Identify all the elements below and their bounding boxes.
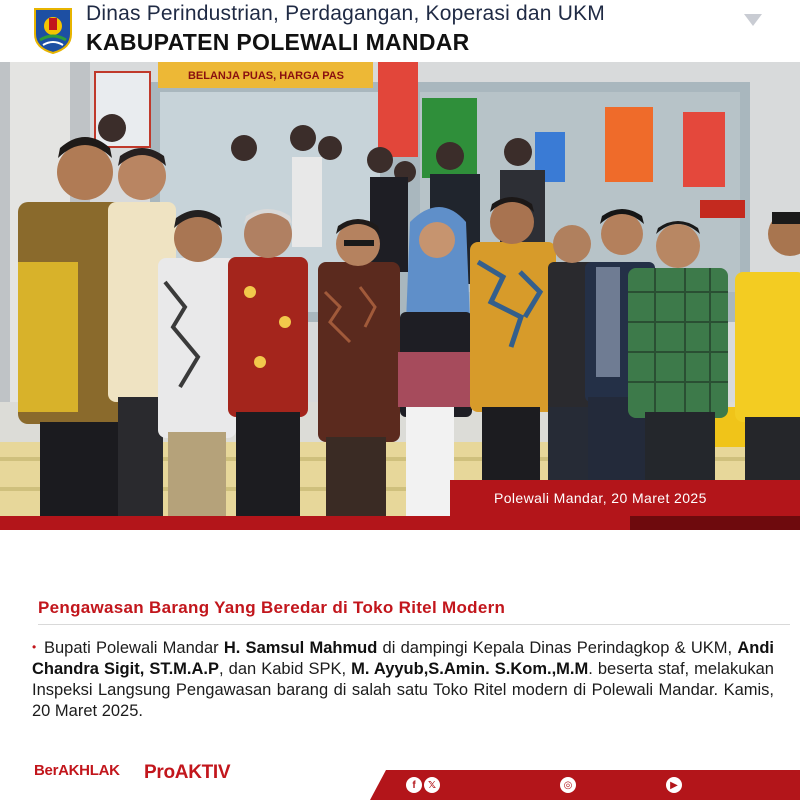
- regency-name: KABUPATEN POLEWALI MANDAR: [86, 29, 470, 55]
- kabid-name: M. Ayyub,S.Amin. S.Kom.,M.M: [351, 660, 589, 678]
- proaktiv-logo-text: ProAKTIV: [144, 762, 231, 783]
- body-segment: di dampingi Kepala Dinas Perindagkop & UKM,: [377, 639, 738, 657]
- kepala-dinas-name: Andi Chandra Sigit, ST.M.A.P: [32, 639, 774, 678]
- article-body: [32, 637, 774, 722]
- instagram-icon[interactable]: ◎: [560, 777, 576, 793]
- event-photo: [0, 62, 800, 520]
- berakhlak-logo: [34, 762, 120, 779]
- body-segment: Bupati Polewali Mandar: [44, 639, 224, 657]
- youtube-icon[interactable]: ▶: [666, 777, 682, 793]
- bullet-icon: •: [32, 640, 37, 654]
- header: [0, 0, 800, 62]
- triangle-decoration-icon: [744, 14, 762, 26]
- bupati-name: H. Samsul Mahmud: [223, 639, 378, 657]
- title-divider: [38, 624, 790, 625]
- body-segment: . beserta staf, melakukan Inspeksi Langsung Pengawasan barang di salah satu Toko Ritel modern di Polewali Mandar. Kamis, 20 Maret 2025.: [32, 660, 774, 720]
- regency-emblem-icon: [32, 6, 74, 54]
- body-segment: , dan Kabid SPK,: [219, 660, 352, 678]
- date-caption: Polewali Mandar, 20 Maret 2025: [450, 480, 800, 516]
- article-title: Pengawasan Barang Yang Beredar di Toko Ritel Modern: [38, 598, 506, 617]
- org-name: Dinas Perindustrian, Perdagangan, Koperasi dan UKM: [86, 2, 605, 25]
- x-icon[interactable]: 𝕏: [424, 777, 440, 793]
- store-sign: BELANJA PUAS, HARGA PAS: [187, 70, 345, 82]
- berakhlak-logo-text: BerAKHLAK: [34, 762, 120, 779]
- facebook-icon[interactable]: f: [406, 777, 422, 793]
- proaktiv-logo: [144, 762, 230, 784]
- dark-red-divider: [630, 516, 800, 530]
